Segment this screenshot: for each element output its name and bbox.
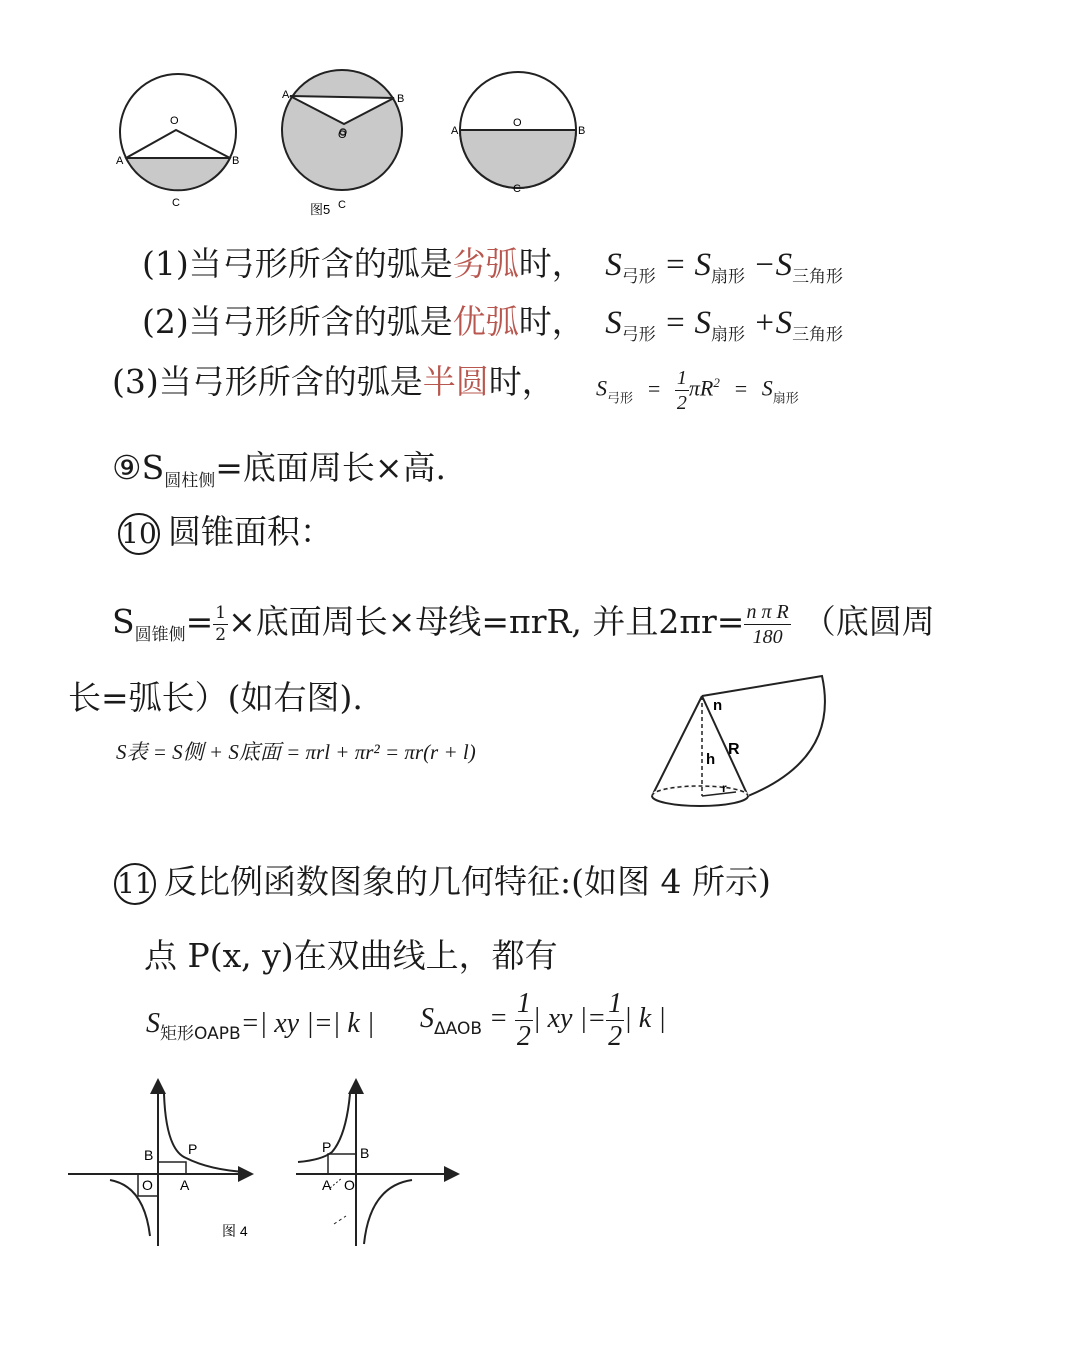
svg-text:A: A: [322, 1177, 332, 1193]
cone-total-area-formula: S表 = S侧 + S底面 = πrl + πr² = πr(r + l): [116, 740, 476, 764]
rule-minor-arc: (1)当弓形所含的弧是劣弧时， $S_{弓形} = S_{扇形} -S_{三角形}$: [142, 244, 844, 287]
circle-major-arc: [282, 70, 404, 211]
item-10-cone-formula-line2: 长=弧长）(如右图).: [68, 678, 363, 717]
item-10-number: 10: [118, 513, 160, 555]
svg-text:C: C: [513, 183, 521, 195]
circle-minor-arc: [116, 74, 239, 209]
cone-label-n: n: [713, 697, 723, 714]
cone-figure: [640, 668, 840, 816]
svg-text:O: O: [344, 1177, 355, 1193]
cone-label-h: h: [706, 751, 716, 768]
svg-text:A: A: [180, 1177, 190, 1193]
svg-text:O: O: [142, 1177, 153, 1193]
svg-text:A: A: [282, 89, 290, 101]
svg-text:P: P: [188, 1141, 198, 1157]
svg-text:B: B: [144, 1147, 154, 1163]
svg-text:C: C: [172, 197, 180, 209]
svg-text:B: B: [578, 125, 586, 137]
graph-1: [68, 1082, 250, 1246]
svg-text:B: B: [360, 1145, 370, 1161]
cone-label-r: r: [722, 781, 727, 795]
graph-2: [296, 1082, 456, 1246]
svg-text:B: B: [232, 155, 240, 167]
svg-text:B: B: [397, 93, 405, 105]
figure-4-caption: 图 4: [222, 1223, 248, 1239]
item-11-number: 11: [114, 863, 156, 905]
svg-text:A: A: [451, 125, 459, 137]
label-o: O: [170, 115, 179, 127]
rule-major-arc: (2)当弓形所含的弧是优弧时， $S_{弓形} = S_{扇形} +S_{三角形}$: [142, 302, 844, 345]
svg-text:C: C: [338, 199, 346, 211]
figure-4-hyperbolas: [60, 1076, 480, 1256]
svg-text:P: P: [322, 1139, 332, 1155]
figure-5-caption: 图5: [310, 202, 331, 217]
svg-text:A: A: [116, 155, 124, 167]
svg-text:O: O: [513, 117, 522, 129]
item-10-cone-formula: $S_{圆锥侧}=$ $\frac{1}{2}$ ×底面周长×母线=πrR, 并且2πr= $\frac{\text{n π R}}{180}$ （底圆周: [112, 600, 935, 648]
cone-label-R: R: [728, 741, 740, 758]
item-11-line1: 点 P(x, y)在双曲线上，都有: [144, 936, 558, 975]
item-11-formula-triangle: $S_{\Delta AOB}$ = $\frac{1}{2}$ | xy |= $\frac{1}{2}$ | k |: [420, 988, 666, 1052]
item-11-heading: 11 反比例函数图象的几何特征:(如图 4 所示): [114, 856, 771, 905]
circle-semicircle: [451, 72, 585, 195]
rule-semicircle: (3)当弓形所含的弧是半圆时，: [112, 362, 555, 401]
svg-text:O: O: [338, 129, 347, 141]
item-11-formula-rect: $S_{矩形OAPB}=|$ xy |=| k |: [146, 1008, 375, 1044]
item-10-heading: 10 圆锥面积：: [118, 506, 333, 555]
item-9-cylinder: $⑨S_{圆柱侧}=$底面周长×高.: [112, 448, 446, 491]
figure-5-circles: [100, 60, 620, 230]
rule-semicircle-formula: $S_{弓形}$ = $\frac{1}{2}$ $\pi R^2 = S_{扇形}$: [596, 367, 799, 414]
